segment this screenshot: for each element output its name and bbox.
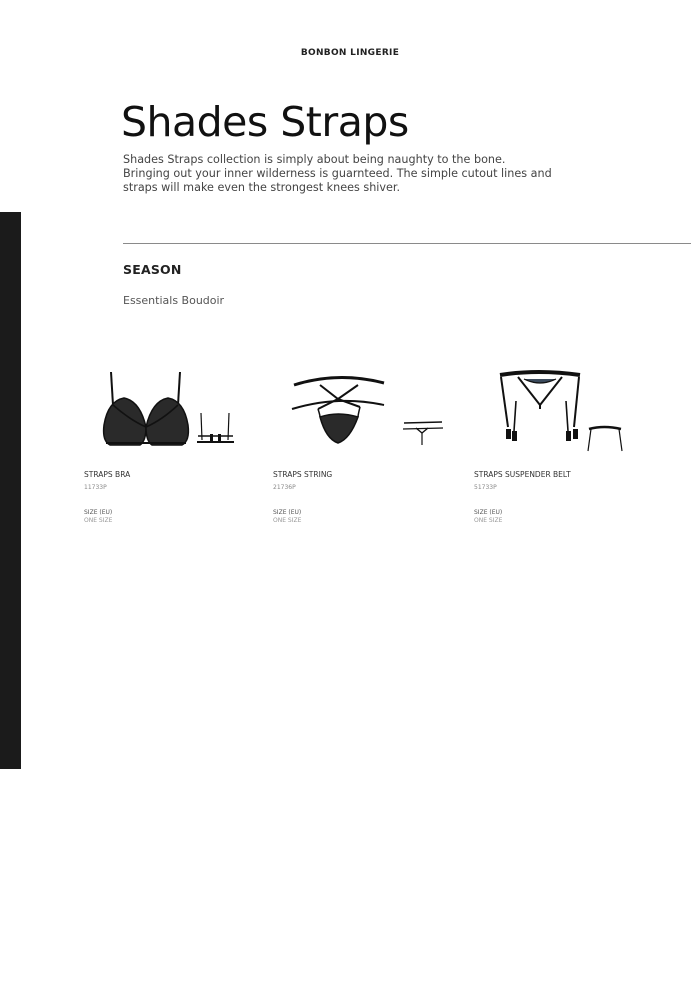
product-code: 21736P — [273, 484, 296, 491]
collection-description: Shades Straps collection is simply about being naughty to the bone. Bringing out your inner wilderness is guarnteed. The simple cutout lines and straps will make even the strongest knees shiver. — [123, 153, 552, 194]
brand-header: BONBON LINGERIE — [300, 48, 400, 58]
product-name: STRAPS BRA — [84, 470, 131, 479]
product-name: STRAPS STRING — [273, 470, 333, 479]
size-value: ONE SIZE — [474, 517, 503, 524]
product-name: STRAPS SUSPENDER BELT — [474, 470, 571, 479]
size-label: SIZE (EU) — [84, 509, 113, 516]
product-image-bra — [100, 365, 300, 455]
suspender-belt-image — [494, 365, 634, 455]
product-image-suspender-belt — [494, 365, 694, 455]
divider — [123, 243, 691, 244]
size-value: ONE SIZE — [84, 517, 113, 524]
size-value: ONE SIZE — [273, 517, 302, 524]
collection-title: Shades Straps — [121, 98, 409, 146]
size-label: SIZE (EU) — [474, 509, 503, 516]
product-code: 11733P — [84, 484, 107, 491]
size-label: SIZE (EU) — [273, 509, 302, 516]
product-image-string — [288, 365, 488, 455]
product-code: 51733P — [474, 484, 497, 491]
season-heading: SEASON — [123, 262, 182, 277]
string-image — [288, 365, 448, 455]
side-bar — [0, 212, 21, 769]
bra-image — [100, 365, 240, 455]
season-value: Essentials Boudoir — [123, 294, 225, 307]
